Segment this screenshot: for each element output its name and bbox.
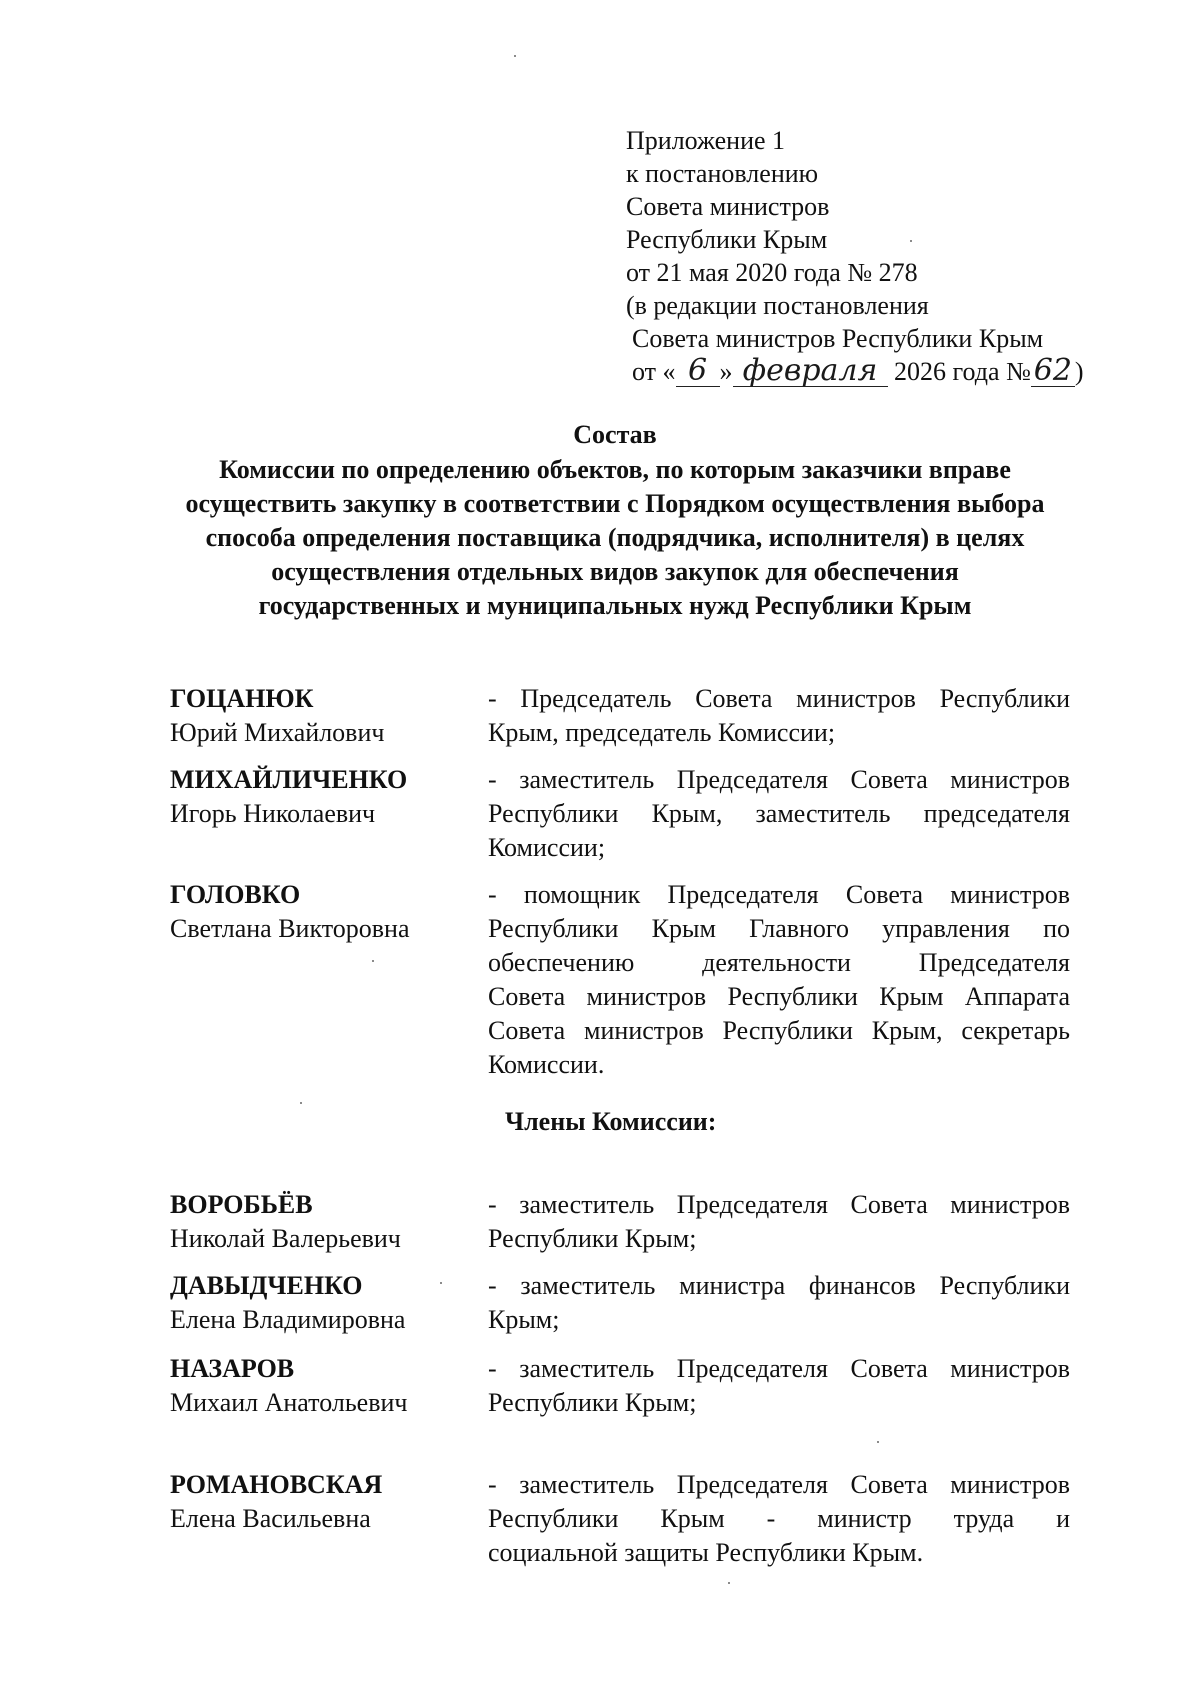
quote-close: » — [719, 357, 733, 386]
person-role — [488, 763, 1070, 865]
person-surname: МИХАЙЛИЧЕНКО — [170, 765, 408, 794]
role-line: - заместитель министра финансов Республики — [488, 1271, 1070, 1300]
role-line: Республики Крым - министр труда и — [488, 1504, 1070, 1533]
annex-line: Совета министров — [626, 192, 830, 221]
role-line: - помощник Председателя Совета министров — [488, 880, 1070, 909]
role-line: Совета министров Республики Крым, секретарь — [488, 1016, 1070, 1045]
year-text: 2026 года № — [894, 357, 1031, 386]
members-heading: Члены Комиссии: — [505, 1107, 717, 1136]
document-title — [150, 418, 1080, 623]
person-given-name: Юрий Михайлович — [170, 718, 385, 747]
annex-header — [626, 124, 1084, 388]
person-surname: ВОРОБЬЁВ — [170, 1190, 313, 1219]
role-line: - заместитель Председателя Совета министров — [488, 765, 1070, 794]
role-line: - заместитель Председателя Совета министров — [488, 1354, 1070, 1383]
role-line: Республики Крым; — [488, 1388, 697, 1417]
annex-line: Республики Крым — [626, 225, 828, 254]
role-line: - заместитель Председателя Совета министров — [488, 1190, 1070, 1219]
person-surname: ДАВЫДЧЕНКО — [170, 1271, 363, 1300]
role-line: Республики Крым Главного управления по — [488, 914, 1070, 943]
role-line: Крым; — [488, 1305, 560, 1334]
person-given-name: Михаил Анатольевич — [170, 1388, 408, 1417]
person-given-name: Игорь Николаевич — [170, 799, 376, 828]
person-given-name: Светлана Викторовна — [170, 914, 410, 943]
person-name — [170, 1269, 470, 1337]
role-line: Крым, председатель Комиссии; — [488, 718, 836, 747]
person-role — [488, 1188, 1070, 1256]
person-role — [488, 1468, 1070, 1570]
handwritten-month: февраля — [733, 356, 888, 387]
title-line: способа определения поставщика (подрядчика, исполнителя) в целях — [205, 523, 1025, 552]
role-line: Комиссии. — [488, 1050, 605, 1079]
person-given-name: Елена Васильевна — [170, 1504, 371, 1533]
person-name — [170, 1352, 470, 1420]
annex-line: к постановлению — [626, 159, 819, 188]
scan-speck — [910, 240, 912, 242]
person-role — [488, 682, 1070, 750]
handwritten-day: 6 — [676, 356, 720, 387]
annex-line: (в редакции постановления — [626, 291, 929, 320]
scan-speck — [440, 1282, 442, 1284]
annex-line: от 21 мая 2020 года № 278 — [626, 258, 918, 287]
title-line: осуществить закупку в соответствии с Порядком осуществления выбора — [185, 489, 1045, 518]
role-line: Совета министров Республики Крым Аппарата — [488, 982, 1070, 1011]
title-heading: Состав — [573, 420, 657, 449]
role-line: - Председатель Совета министров Республики — [488, 684, 1070, 713]
scan-speck — [877, 1441, 879, 1443]
person-role — [488, 1352, 1070, 1420]
person-given-name: Николай Валерьевич — [170, 1224, 401, 1253]
annex-line: Приложение 1 — [626, 126, 786, 155]
person-name — [170, 763, 470, 831]
person-surname: ГОЛОВКО — [170, 880, 301, 909]
person-surname: РОМАНОВСКАЯ — [170, 1470, 383, 1499]
role-line: Комиссии; — [488, 833, 606, 862]
title-line: Комиссии по определению объектов, по которым заказчики вправе — [219, 455, 1011, 484]
title-line: осуществления отдельных видов закупок для обеспечения — [271, 557, 959, 586]
role-line: Республики Крым; — [488, 1224, 697, 1253]
person-role — [488, 878, 1070, 1082]
person-name — [170, 1468, 470, 1536]
person-surname: НАЗАРОВ — [170, 1354, 295, 1383]
person-given-name: Елена Владимировна — [170, 1305, 406, 1334]
role-line: Республики Крым, заместитель председателя — [488, 799, 1070, 828]
amendment-date-line — [626, 355, 1084, 388]
role-line: - заместитель Председателя Совета министров — [488, 1470, 1070, 1499]
annex-line: Совета министров Республики Крым — [632, 324, 1044, 353]
title-line: государственных и муниципальных нужд Республики Крым — [258, 591, 972, 620]
scan-speck — [728, 1582, 730, 1584]
person-role — [488, 1269, 1070, 1337]
scan-speck — [514, 55, 516, 57]
scan-speck — [372, 960, 374, 962]
close-paren: ) — [1074, 357, 1084, 386]
role-line: социальной защиты Республики Крым. — [488, 1538, 924, 1567]
person-surname: ГОЦАНЮК — [170, 684, 314, 713]
handwritten-number: 62 — [1031, 356, 1075, 387]
scan-speck — [300, 1102, 302, 1104]
person-name — [170, 878, 470, 946]
role-line: обеспечению деятельности Председателя — [488, 948, 1070, 977]
date-prefix: от « — [632, 357, 676, 386]
person-name — [170, 682, 470, 750]
person-name — [170, 1188, 470, 1256]
